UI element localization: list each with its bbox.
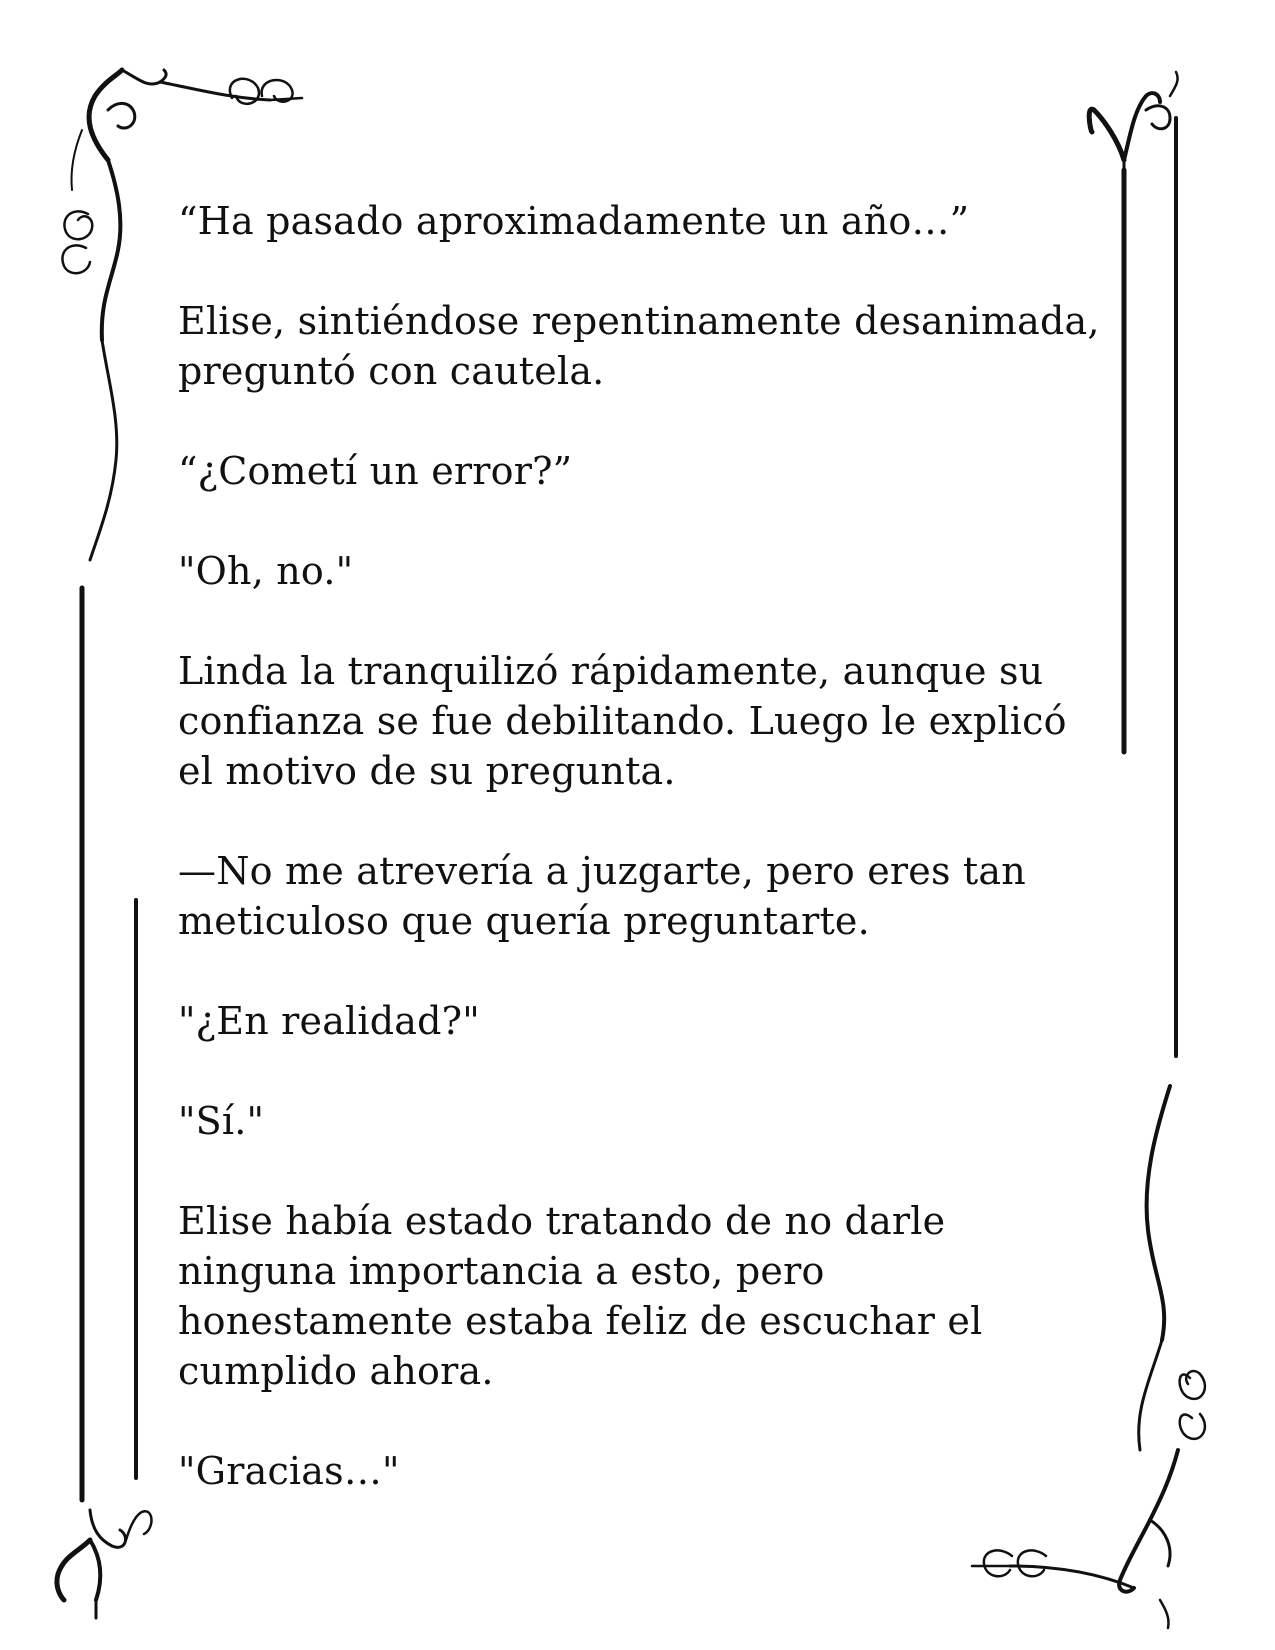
paragraph: Elise había estado tratando de no darle ninguna importancia a esto, pero honestamente estaba feliz de escuchar el cumplido ahora. [178,1199,983,1393]
flourish-bottom-left-icon [57,1510,152,1618]
paragraph: Linda la tranquilizó rápidamente, aunque su confianza se fue debilitando. Luego le explicó el motivo de su pregunta. [178,649,1067,793]
paragraph: "Oh, no." [178,549,354,593]
flourish-right-swash-icon [1139,1086,1170,1450]
paragraph: “¿Cometí un error?” [178,449,573,493]
paragraph: Elise, sintiéndose repentinamente desanimada, preguntó con cautela. [178,299,1100,393]
paragraph: —No me atrevería a juzgarte, pero eres tan meticuloso que quería preguntarte. [178,849,1026,943]
paragraph: "¿En realidad?" [178,999,480,1043]
paragraph: “Ha pasado aproximadamente un año…” [178,199,970,243]
document-body [178,196,1108,1546]
paragraph: "Gracias…" [178,1449,400,1493]
flourish-top-right-icon [1089,72,1177,176]
paragraph: "Sí." [178,1099,265,1143]
